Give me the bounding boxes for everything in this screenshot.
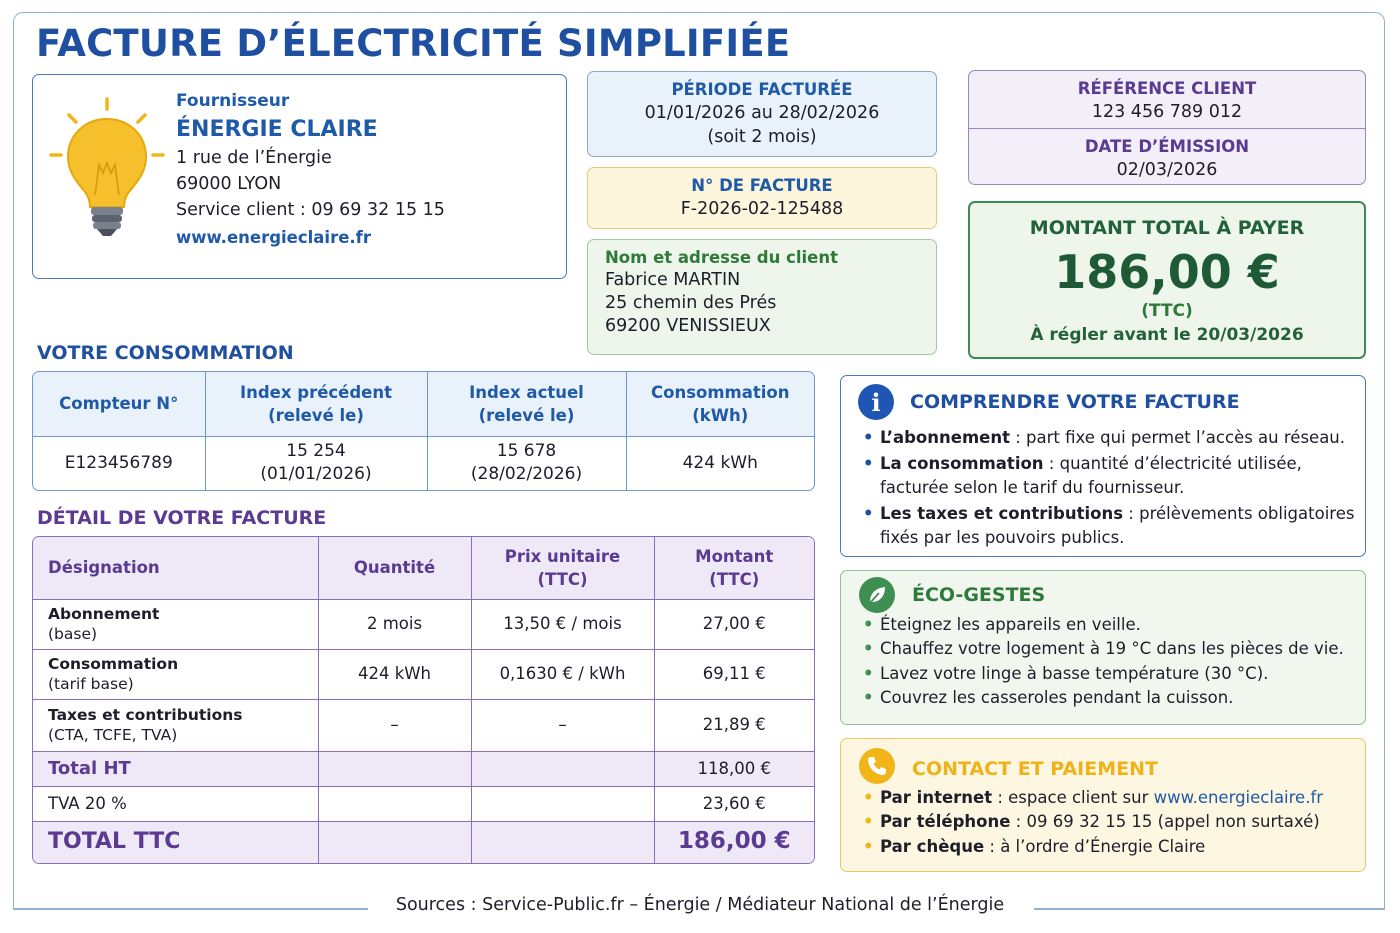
table-row: [33, 436, 814, 490]
list-item: • Couvrez les casseroles pendant la cuisson.: [860, 686, 1360, 709]
supplier-name: ÉNERGIE CLAIRE: [176, 117, 378, 142]
empty-cell: [318, 786, 471, 821]
billing-period-card: [587, 71, 937, 157]
tva-row: [33, 786, 814, 821]
consumption-header-row: [33, 372, 814, 436]
meter-number: E123456789: [33, 436, 205, 490]
consumption-section-title: VOTRE CONSOMMATION: [37, 342, 294, 364]
detail-section-title: DÉTAIL DE VOTRE FACTURE: [37, 507, 327, 529]
contact-list: [860, 786, 1360, 859]
understand-list: [860, 426, 1355, 552]
table-row: [33, 599, 814, 649]
quantity-cell: 424 kWh: [318, 649, 471, 699]
current-index: 15 678 (28/02/2026): [427, 436, 626, 490]
detail-table: [32, 536, 815, 864]
eco-list: [860, 613, 1360, 711]
empty-cell: [318, 751, 471, 786]
total-due-date: À régler avant le 20/03/2026: [1030, 325, 1304, 345]
period-title: PÉRIODE FACTURÉE: [671, 80, 853, 99]
list-item: • Par téléphone : 09 69 32 15 15 (appel non surtaxé): [860, 810, 1360, 833]
list-item: • Par chèque : à l’ordre d’Énergie Claire: [860, 835, 1360, 858]
header-designation: Désignation: [33, 537, 318, 599]
client-address-line2: 69200 VENISSIEUX: [605, 316, 771, 336]
footer: [0, 893, 1400, 923]
invoice-number-card: [587, 167, 937, 229]
understand-invoice-card: [840, 375, 1366, 557]
empty-cell: [471, 786, 654, 821]
list-item: • Par internet : espace client sur www.energieclaire.fr: [860, 786, 1360, 809]
table-row: [33, 649, 814, 699]
amount-cell: 27,00 €: [654, 599, 814, 649]
supplier-label: Fournisseur: [176, 91, 290, 111]
supplier-card: [32, 74, 567, 279]
supplier-address-line2: 69000 LYON: [176, 174, 282, 194]
list-item: • Les taxes et contributions : prélèvements obligatoires fixés par les pouvoirs publics.: [860, 502, 1355, 549]
page-title: FACTURE D’ÉLECTRICITÉ SIMPLIFIÉE: [36, 22, 791, 65]
amount-cell: 69,11 €: [654, 649, 814, 699]
header-consumption: Consommation (kWh): [626, 372, 814, 436]
header-unit-price: Prix unitaire (TTC): [471, 537, 654, 599]
eco-title: ÉCO-GESTES: [912, 584, 1046, 606]
header-quantity: Quantité: [318, 537, 471, 599]
client-name: Fabrice MARTIN: [605, 270, 741, 290]
info-icon: i: [858, 384, 894, 420]
empty-cell: [471, 821, 654, 863]
total-due-amount: 186,00 €: [1054, 245, 1280, 299]
consumption-table: [32, 371, 815, 491]
supplier-website-link[interactable]: www.energieclaire.fr: [176, 228, 372, 247]
total-ttc-row: [33, 821, 814, 863]
lightbulb-icon: [47, 93, 167, 253]
empty-cell: [318, 821, 471, 863]
eco-gestures-card: [840, 570, 1366, 725]
issue-date-value: 02/03/2026: [1116, 160, 1218, 180]
total-due-ttc: (TTC): [1141, 301, 1193, 321]
phone-icon: [859, 748, 895, 784]
contact-payment-card: [840, 738, 1366, 872]
tva-label: TVA 20 %: [33, 786, 318, 821]
contact-title: CONTACT ET PAIEMENT: [912, 758, 1158, 780]
empty-cell: [471, 751, 654, 786]
invoice-number-title: N° DE FACTURE: [691, 176, 833, 195]
total-ht-label: Total HT: [33, 751, 318, 786]
header-current-index: Index actuel (relevé le): [427, 372, 626, 436]
designation-cell: Taxes et contributions (CTA, TCFE, TVA): [33, 699, 318, 751]
total-ht-value: 118,00 €: [654, 751, 814, 786]
period-duration: (soit 2 mois): [707, 127, 817, 147]
client-title: Nom et adresse du client: [605, 248, 838, 267]
invoice-number: F-2026-02-125488: [680, 199, 844, 219]
quantity-cell: –: [318, 699, 471, 751]
unit-price-cell: 0,1630 € / kWh: [471, 649, 654, 699]
client-card: [587, 239, 937, 355]
list-item: • L’abonnement : part fixe qui permet l’accès au réseau.: [860, 426, 1355, 449]
detail-header-row: [33, 537, 814, 599]
header-previous-index: Index précédent (relevé le): [205, 372, 427, 436]
customer-space-link[interactable]: www.energieclaire.fr: [1153, 788, 1324, 807]
unit-price-cell: –: [471, 699, 654, 751]
table-row: [33, 699, 814, 751]
list-item: • Lavez votre linge à basse température (30 °C).: [860, 662, 1360, 685]
client-address-line1: 25 chemin des Prés: [605, 293, 777, 313]
understand-title: COMPRENDRE VOTRE FACTURE: [910, 391, 1240, 413]
supplier-phone: Service client : 09 69 32 15 15: [176, 200, 445, 220]
previous-index: 15 254 (01/01/2026): [205, 436, 427, 490]
reference-card: [968, 70, 1366, 185]
header-amount: Montant (TTC): [654, 537, 814, 599]
client-reference-title: RÉFÉRENCE CLIENT: [1077, 79, 1257, 98]
total-ttc-label: TOTAL TTC: [33, 821, 318, 863]
quantity-cell: 2 mois: [318, 599, 471, 649]
amount-cell: 21,89 €: [654, 699, 814, 751]
consumption-kwh: 424 kWh: [682, 452, 758, 473]
list-item: • Chauffez votre logement à 19 °C dans les pièces de vie.: [860, 637, 1360, 660]
leaf-icon: [859, 577, 895, 613]
total-due-card: [968, 201, 1366, 359]
period-dates: 01/01/2026 au 28/02/2026: [644, 103, 880, 123]
client-reference-value: 123 456 789 012: [1091, 102, 1243, 122]
total-due-title: MONTANT TOTAL À PAYER: [1029, 217, 1305, 239]
total-ht-row: [33, 751, 814, 786]
list-item: • La consommation : quantité d’électricité utilisée, facturée selon le tarif du fournisseur.: [860, 452, 1355, 499]
total-ttc-value: 186,00 €: [654, 821, 814, 863]
footer-sources: Sources : Service-Public.fr – Énergie / Médiateur National de l’Énergie: [395, 895, 1005, 915]
unit-price-cell: 13,50 € / mois: [471, 599, 654, 649]
designation-cell: Abonnement (base): [33, 599, 318, 649]
issue-date-title: DATE D’ÉMISSION: [1084, 137, 1250, 156]
supplier-address-line1: 1 rue de l’Énergie: [176, 148, 332, 168]
list-item: • Éteignez les appareils en veille.: [860, 613, 1360, 636]
header-meter: Compteur N°: [33, 372, 205, 436]
designation-cell: Consommation (tarif base): [33, 649, 318, 699]
tva-value: 23,60 €: [654, 786, 814, 821]
